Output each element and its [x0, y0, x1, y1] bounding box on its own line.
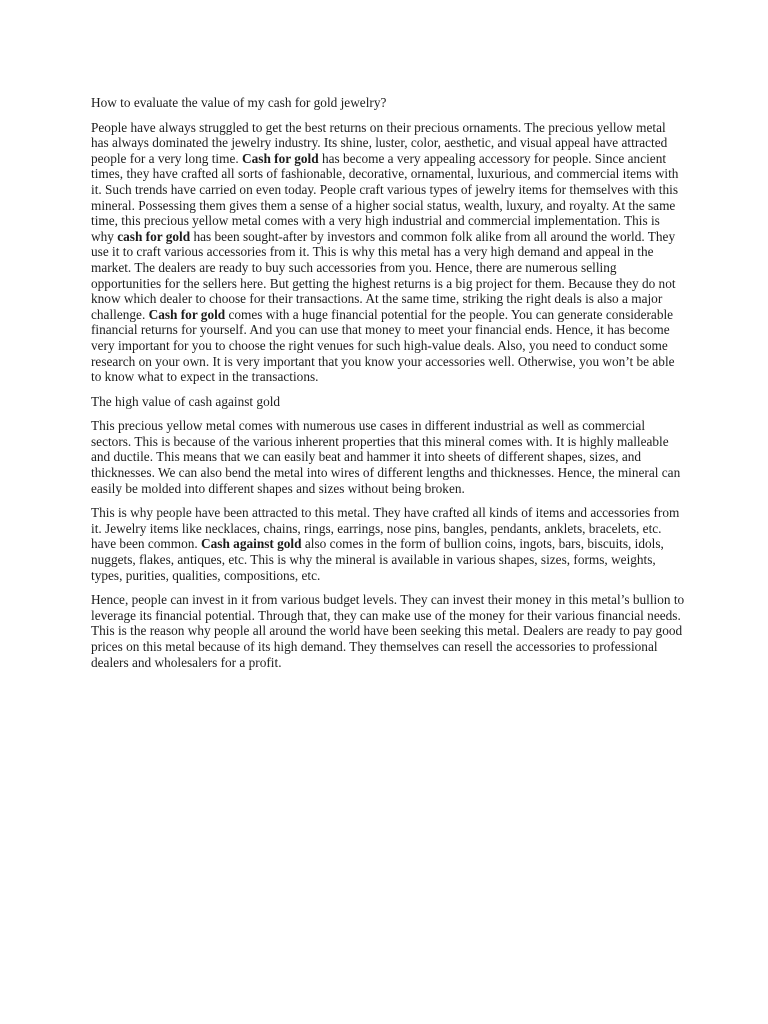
bold-keyword: Cash against gold — [201, 536, 302, 552]
paragraph — [91, 120, 685, 385]
paragraph — [91, 418, 685, 496]
section-heading — [91, 394, 685, 410]
text-run: also comes in the form of bullion coins, ingots, bars, biscuits, idols, nuggets, flakes, antiques, etc. This is why the mineral is available in various shapes, sizes, forms, weights, types, purities, qualities, compositions, etc. — [91, 536, 664, 583]
bold-keyword: Cash for gold — [148, 306, 226, 322]
section-heading — [91, 95, 685, 111]
text-run: How to evaluate the value of my cash for gold jewelry? — [91, 95, 387, 110]
text-run: comes with a huge financial potential for the people. You can generate considerable financial returns for yourself. And you can use that money to meet your financial ends. Hence, it has become very important for you to choose the right venues for such high-value deals. Also, you need to conduct some research on your own. It is very important that you know your accessories well. Otherwise, you won’t be able to know what to expect in the transactions. — [91, 306, 675, 385]
text-run: has become a very appealing accessory for people. Since ancient times, they have crafted all sorts of fashionable, decorative, ornamental, luxurious, and commercial items with it. Such trends have carried on even today. People craft various types of jewelry items for themselves with this mineral. Possessing them gives them a sense of a higher social status, wealth, luxury, and royalty. At the same time, this precious yellow metal comes with a very high industrial and commercial implementation. This is why — [91, 150, 679, 244]
text-run: People have always struggled to get the best returns on their precious ornaments. The precious yellow metal has always dominated the jewelry industry. Its shine, luster, color, aesthetic, and visual appeal have attracted people for a very long time. — [91, 119, 668, 166]
text-run: This precious yellow metal comes with numerous use cases in different industrial as well as commercial sectors. This is because of the various inherent properties that this mineral comes with. It is highly malleable and ductile. This means that we can easily beat and hammer it into sheets of different shapes, sizes, and thicknesses. We can also bend the metal into wires of different lengths and thicknesses. Hence, the mineral can easily be molded into different shapes and sizes without being broken. — [91, 418, 681, 496]
bold-keyword: Cash for gold — [242, 150, 319, 166]
text-run: The high value of cash against gold — [91, 393, 281, 409]
document-body — [91, 95, 685, 679]
bold-keyword: cash for gold — [117, 228, 191, 244]
text-run: has been sought-after by investors and common folk alike from all around the world. They use it to craft various accessories from it. This is why this metal has a very high demand and appeal in the market. The dealers are ready to buy such accessories from you. Hence, there are numerous selling opportunities for the sellers here. But getting the highest returns is a big project for them. Because they do not know which dealer to choose for their transactions. At the same time, striking the right deals is also a major challenge. — [91, 228, 676, 322]
paragraph — [91, 592, 685, 670]
paragraph — [91, 505, 685, 583]
text-run: Hence, people can invest in it from various budget levels. They can invest their money in this metal’s bullion to leverage its financial potential. Through that, they can make use of the money for their various financial needs. This is the reason why people all around the world have been seeking this metal. Dealers are ready to pay good prices on this metal because of its high demand. They themselves can resell the accessories to professional dealers and wholesalers for a profit. — [91, 592, 685, 670]
text-run: This is why people have been attracted to this metal. They have crafted all kinds of items and accessories from it. Jewelry items like necklaces, chains, rings, earrings, nose pins, bangles, pendants, anklets, bracelets, etc. have been common. — [91, 505, 680, 552]
